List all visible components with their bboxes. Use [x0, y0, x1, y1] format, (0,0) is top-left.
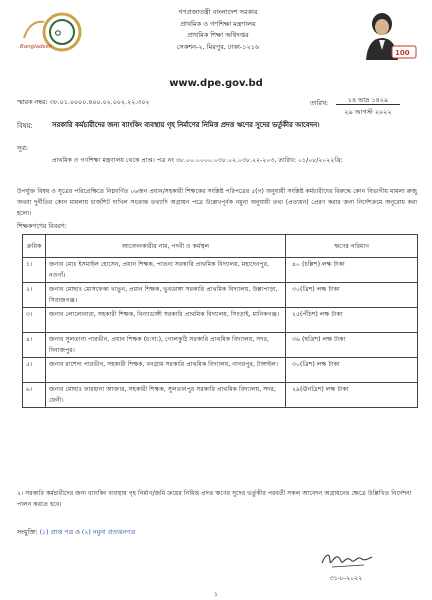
row-serial: ৪।: [23, 333, 46, 358]
handwritten-signature: [318, 547, 376, 571]
row-applicant: জনাব মোঃ ইসমাইল হোসেন, প্রধান শিক্ষক, পাতনা সরকারি প্রাথমিক বিদ্যালয়, মহাদেবপুর, নওগাঁ।: [46, 258, 286, 283]
table-row: [23, 283, 418, 308]
logo-left-text: Bangladesh: [20, 44, 53, 50]
table-header-row: [23, 235, 418, 258]
teacher-loan-table: [22, 234, 418, 408]
row-applicant: জনাব মোছাঃ মোসফেকা খাতুন, প্রধান শিক্ষক, ভুবডাঙ্গা সরকারি প্রাথমিক বিদ্যালয়, উল্লাপাড়া, সিরাজগঞ্জ।: [46, 283, 286, 308]
table-row: [23, 383, 418, 408]
header-line-government: গণপ্রজাতন্ত্রী বাংলাদেশ সরকার: [178, 8, 258, 16]
row-applicant: জনাব রাশেদা পারভীন, সহকারী শিক্ষক, বনগ্রাম সরকারি প্রাথমিক বিদ্যালয়, নাগরপুর, টাঙ্গাইল।: [46, 358, 286, 383]
row-applicant: জনাব সুলতানা পারভীন, প্রধান শিক্ষক (চ:দা:), গোলকুঠি সরকারি প্রাথমিক বিদ্যালয়, সদর, দিনাজপুর।: [46, 333, 286, 358]
col-serial: ক্রমিক: [23, 235, 46, 258]
row-amount: ৪০ (চল্লিশ) লক্ষ টাকা: [286, 258, 418, 283]
attachment-link-sample-certificate[interactable]: (২) নমুনা প্রত্যয়নপত্র: [81, 529, 136, 536]
row-serial: ৩।: [23, 308, 46, 333]
row-amount: ৩৬ (ছত্রিশ) লক্ষ টাকা: [286, 333, 418, 358]
mujib-portrait-logo: [352, 8, 418, 64]
date-divider: [336, 104, 400, 105]
letterhead: [120, 7, 316, 53]
reference-label: সূত্র:: [17, 144, 29, 152]
row-amount: ২৯(ঊনত্রিশ) লক্ষ টাকা: [286, 383, 418, 408]
header-line-directorate: প্রাথমিক শিক্ষা অধিদপ্তর: [187, 31, 249, 39]
date-english: ২৯ আগস্ট ২০২২: [344, 108, 392, 116]
table-row: [23, 358, 418, 383]
col-applicant: আবেদনকারীর নাম, পদবী ও কর্মস্থল: [46, 235, 286, 258]
row-amount: ২৫(পঁচিশ) লক্ষ টাকা: [286, 308, 418, 333]
row-applicant: জনাব মোছাঃ ফারহানা আক্তার, সহকারী শিক্ষক, সুলতানপুর সরকারি প্রাথমিক বিদ্যালয়, সদর, ফেনী।: [46, 383, 286, 408]
website-url[interactable]: www.dpe.gov.bd: [169, 78, 263, 89]
body-paragraph-1: উপর্যুক্ত বিষয় ও সূত্রের পরিপ্রেক্ষিতে নিম্নবর্ণিত ০৬জন প্রধান/সহকারী শিক্ষকের সংশ্লিষ্ট পরিপত্রের ৫(গ) অনুযায়ী সংশ্লিষ্ট কর্মচারীদের বিরুদ্ধে কোন বিভাগীয় মামলা রুজু অথবা দুর্নীতির কোন মামলায় চার্জশিট দাখিল সংক্রান্ত তথ্যাদি অগ্রায়ন পত্রে উল্লেখপূর্বক নমুনা অনুযায়ী তথ্য (প্রত্যয়ন) প্রেরণ করার জন্য নির্দেশক্রমে অনুরোধ করা হলো।: [17, 188, 417, 217]
row-serial: ২।: [23, 283, 46, 308]
row-amount: ৩০(ত্রিশ) লক্ষ টাকা: [286, 283, 418, 308]
body-paragraph-2: ২। সরকারি কর্মচারীদের জন্য ব্যাংকিং ব্যবস্থায় গৃহ নির্মাণ/জমি ক্রয়ের নিমিত্ত প্রদত্ত ঋণের সুদের ভর্তুকীর পরবর্তী সকল আবেদন অগ্রায়নের ক্ষেত্রে উল্লিখিত নির্দেশনা পালন করতে হবে।: [17, 490, 412, 508]
svg-text:100: 100: [395, 49, 410, 57]
memo-value: ৩৮.০১.০০০০.৪০০.০২.০০২.২২.৩০২: [49, 99, 150, 106]
memo-label: স্মারক নম্বর:: [17, 99, 48, 106]
attachments: [17, 527, 135, 538]
attachments-joiner: ও: [75, 529, 80, 536]
date-label: তারিখ:: [310, 100, 329, 107]
table-row: [23, 258, 418, 283]
subject-text: সরকারি কর্মচারীদের জন্য ব্যাংকিং ব্যবস্থায় গৃহ নির্মাণের নিমিত্ত প্রদত্ত ঋণের সুদের ভর্তুকীর আবেদন।: [52, 121, 320, 129]
row-serial: ১।: [23, 258, 46, 283]
svg-text:০: ০: [54, 26, 62, 40]
reference-text: প্রাথমিক ও গণশিক্ষা মন্ত্রণালয় থেকে প্রাপ্ত। পত্র নং ৩৮.০০.০০০০.০৩৮.০২.০৩৮.২২-২০৩, তারিখ: ০১/০৮/২০২২খ্রি:: [52, 157, 343, 164]
mujib-borsho-logo: [14, 8, 84, 60]
page-number: ১: [213, 591, 218, 598]
teacher-list-title: শিক্ষকগণের বিবরণ:: [17, 222, 67, 230]
row-applicant: জনাব লোলোনারা, সহকারী শিক্ষক, বিন্যাডাঙ্গী সরকারি প্রাথমিক বিদ্যালয়, সিংড়াই, মানিকগঞ্জ।: [46, 308, 286, 333]
table-row: [23, 308, 418, 333]
date-bangla: ১৪ ভাদ্র ১৪২৯: [347, 96, 389, 104]
row-serial: ৫।: [23, 358, 46, 383]
attachments-label: সংযুক্তি:: [17, 529, 38, 536]
subject-label: বিষয়:: [17, 122, 33, 130]
signature-date: ৩১-৮-২০২২: [329, 575, 363, 582]
table-row: [23, 333, 418, 358]
attachment-link-received-letter[interactable]: (১) প্রাপ্ত পত্র: [39, 529, 74, 536]
memo-number: [17, 97, 149, 108]
col-loan-amount: ঋণের পরিমাণ: [286, 235, 418, 258]
header-line-ministry: প্রাথমিক ও গণশিক্ষা মন্ত্রণালয়: [180, 19, 256, 28]
row-serial: ৬।: [23, 383, 46, 408]
row-amount: ৩০(ত্রিশ) লক্ষ টাকা: [286, 358, 418, 383]
header-line-address: সেকশন-২, মিরপুর, ঢাকা-১২১৬: [176, 42, 260, 51]
